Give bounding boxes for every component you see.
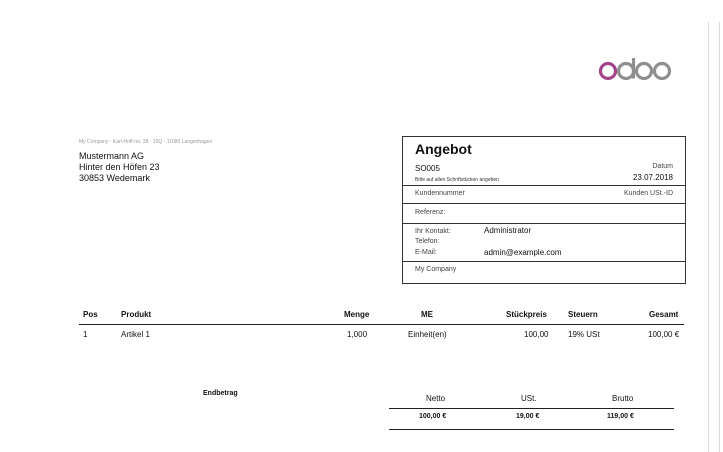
table-header-rule — [79, 324, 684, 325]
summary-gross-value: 119,00 € — [607, 413, 634, 420]
col-header-product: Produkt — [121, 310, 152, 319]
email-label: E-Mail: — [415, 249, 437, 256]
col-header-pos: Pos — [83, 310, 98, 319]
company-address-line: My Company · Karl-Hoff-rer. 38 · 10Q · 11080 Langenhagen — [79, 139, 213, 145]
recipient-line: Hinter den Höfen 23 — [79, 162, 160, 172]
cell-pos: 1 — [83, 330, 88, 339]
customer-number-label: Kundennummer — [415, 190, 465, 197]
divider — [403, 203, 685, 204]
cell-qty: 1,000 — [347, 330, 368, 339]
offer-hint: Bitte auf allen Schriftstücken angeben — [415, 177, 499, 183]
summary-rule — [389, 408, 674, 409]
summary-net-value: 100,00 € — [419, 413, 447, 420]
recipient-line: 30853 Wedemark — [79, 173, 150, 183]
col-header-unit: ME — [421, 310, 433, 319]
summary-vat-value: 19,00 € — [516, 413, 540, 420]
cell-tax: 19% USt — [568, 330, 600, 339]
cell-price: 100,00 — [524, 330, 549, 339]
col-header-qty: Menge — [344, 310, 370, 319]
offer-info-box — [402, 136, 686, 284]
divider — [403, 185, 685, 186]
divider — [403, 223, 685, 224]
summary-label: Endbetrag — [203, 390, 238, 397]
page-edge-line — [708, 22, 709, 452]
contact-label: Ihr Kontakt: — [415, 228, 451, 235]
email-value: admin@example.com — [484, 248, 562, 257]
cell-total: 100,00 € — [648, 330, 680, 339]
page-edge-line — [719, 22, 720, 452]
contact-value: Administrator — [484, 226, 532, 235]
offer-number: SO005 — [415, 164, 440, 173]
phone-label: Telefon: — [415, 238, 440, 245]
cell-unit: Einheit(en) — [408, 330, 447, 339]
col-header-tax: Steuern — [568, 310, 598, 319]
summary-header-gross: Brutto — [612, 394, 634, 403]
odoo-logo — [597, 56, 673, 84]
recipient-address — [79, 151, 160, 184]
company-name: My Company — [415, 266, 457, 273]
customer-vat-label: Kunden USt.-ID — [623, 190, 673, 197]
document-title: Angebot — [415, 141, 472, 157]
col-header-total: Gesamt — [649, 310, 679, 319]
cell-product: Artikel 1 — [121, 330, 150, 339]
divider — [403, 261, 685, 262]
date-label: Datum — [652, 163, 673, 170]
summary-bottom-rule — [389, 429, 674, 430]
date-value: 23.07.2018 — [632, 173, 673, 182]
summary-header-vat: USt. — [521, 394, 537, 403]
recipient-line: Mustermann AG — [79, 151, 145, 161]
reference-label: Referenz: — [415, 209, 446, 216]
col-header-price: Stückpreis — [506, 310, 547, 319]
summary-header-net: Netto — [426, 394, 446, 403]
